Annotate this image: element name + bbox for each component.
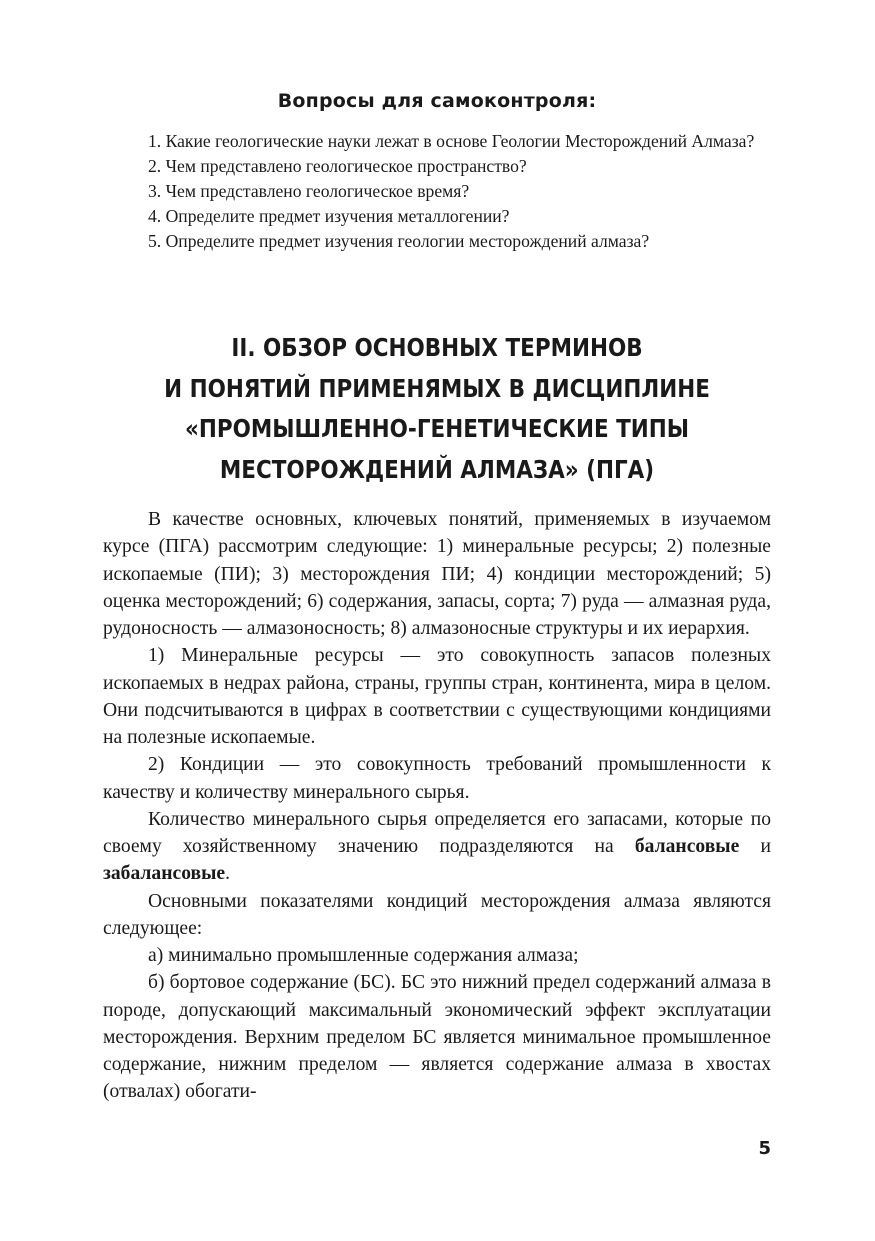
questions-title: Вопросы для самоконтроля: (277, 90, 597, 112)
question-item: 3. Чем представлено геологическое время? (148, 181, 470, 201)
question-item: 1. Какие геологические науки лежат в основе Геологии Месторождений Алмаза? (148, 131, 755, 151)
term-balance: балансовые (634, 836, 740, 857)
list-item-b: б) бортовое содержание (БС). БС это нижний предел содержаний алмаза в породе, допускающий максимальный экономический эффект эксплуатации месторождения. Верхним пределом БС является минимальное промышленное содержание, нижним пределом — является содержание алмаза в хвостах (отвалах) обогати- (103, 972, 771, 1103)
term-off-balance: забалансовые (103, 863, 226, 885)
section-title (150, 328, 724, 490)
question-item: 2. Чем представлено геологическое пространство? (148, 156, 527, 176)
question-item: 5. Определите предмет изучения геологии месторождений алмаза? (148, 231, 650, 251)
section-title-line: II. ОБЗОР ОСНОВНЫХ ТЕРМИНОВ (231, 333, 643, 362)
section-title-line: И ПОНЯТИЙ ПРИМЕНЯМЫХ В ДИСЦИПЛИНЕ (164, 373, 710, 403)
paragraph-indicators: Основными показателями кондиций месторождения алмаза являются следующее: (103, 890, 771, 939)
paragraph-conditions: 2) Кондиции — это совокупность требований промышленности к качеству и количеству минерального сырья. (103, 754, 771, 803)
page-number: 5 (758, 1138, 771, 1159)
list-item-a: а) минимально промышленные содержания алмаза; (148, 945, 579, 966)
paragraph-quantity (103, 806, 771, 888)
period: . (225, 863, 231, 885)
section-title-line: «ПРОМЫШЛЕННО-ГЕНЕТИЧЕСКИЕ ТИПЫ (184, 414, 690, 443)
section-body (103, 506, 771, 1106)
question-item: 4. Определите предмет изучения металлогении? (148, 206, 510, 226)
conjunction: и (739, 836, 771, 857)
questions-list (103, 129, 771, 254)
paragraph-mineral-resources: 1) Минеральные ресурсы — это совокупность запасов полезных ископаемых в недрах района, страны, группы стран, континента, мира в целом. Они подсчитываются в цифрах в соответствии с существующими кондициями на полезные ископаемые. (103, 645, 771, 748)
paragraph-intro: В качестве основных, ключевых понятий, применяемых в изучаемом курсе (ПГА) рассмотрим следующие: 1) минеральные ресурсы; 2) полезные ископаемые (ПИ); 3) месторождения ПИ; 4) кондиции месторождений; 5) оценка месторождений; 6) содержания, запасы, сорта; 7) руда — алмазная руда, рудоносность — алмазоносность; 8) алмазоносные структуры и их иерархия. (103, 509, 771, 639)
quantity-text: Количество минерального сырья определяется его запасами, которые по своему хозяйственному значению подразделяются на (103, 808, 771, 857)
section-title-line: МЕСТОРОЖДЕНИЙ АЛМАЗА» (ПГА) (219, 454, 655, 484)
